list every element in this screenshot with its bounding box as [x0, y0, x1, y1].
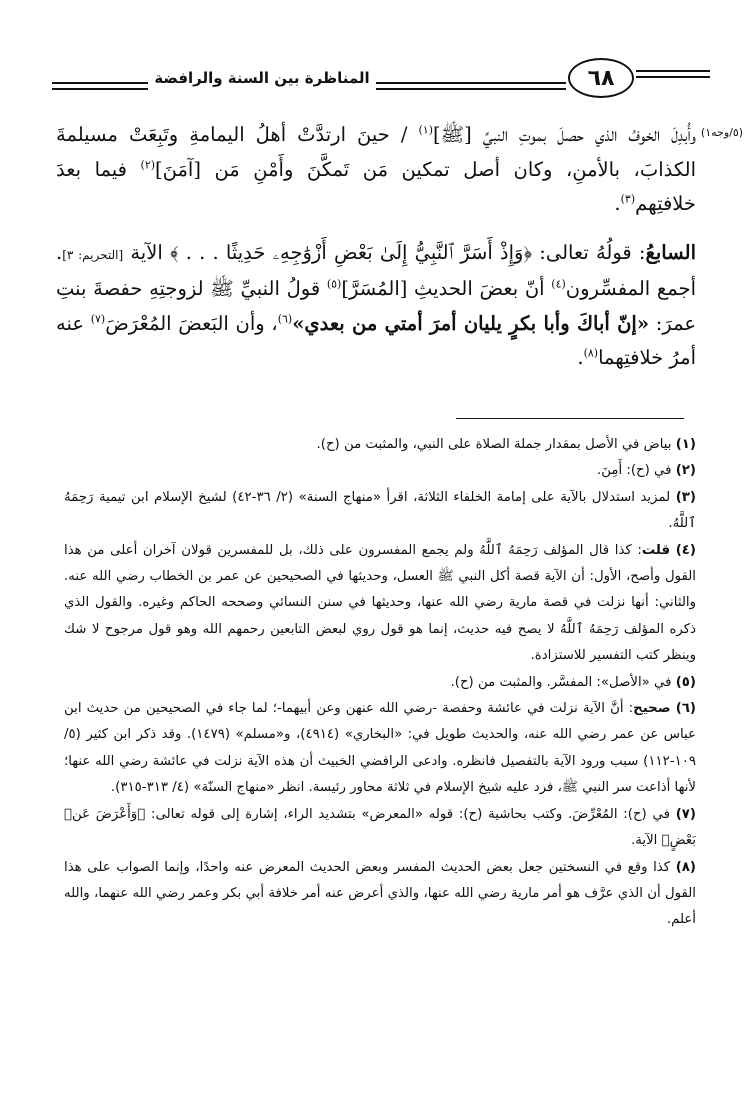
footnote-number: (٨): [675, 859, 696, 875]
footnote-number: (٣): [675, 489, 696, 505]
footnote-text: في (ح): أَمِنَ.: [596, 463, 672, 479]
footnote-text: لمزيد استدلال بالآية على إمامة الخلفاء الثلاثة، اقرأ «منهاج السنة» (٢/ ٣٦-٤٢) لشيخ الإسلام ابن تيمية رَحِمَهُ ٱللَّهُ.: [64, 489, 696, 532]
footnote-ref-7[interactable]: (٧): [90, 312, 106, 325]
text-run: .: [614, 192, 621, 215]
text-run: وأُبدِلَ الخوفُ الذي حصلَ بموتِ النبيِّ [ﷺ]: [432, 123, 696, 146]
main-text: [56, 118, 696, 376]
footnote-number: (٧): [675, 806, 696, 822]
header-rule: [52, 88, 148, 90]
footnote-ref-4[interactable]: (٤): [551, 277, 566, 291]
text-run: : قولُهُ تعالى:: [532, 240, 646, 264]
text-run: عنه أمرُ خلافتِهما: [56, 311, 696, 369]
footnote-7: [64, 802, 696, 855]
footnote-2: [64, 458, 696, 484]
header-rule: [52, 82, 148, 84]
footnote-number: (٦): [675, 701, 696, 717]
footnote-label: قلت: [641, 542, 671, 558]
header-rule: [376, 82, 566, 84]
footnote-text: : كذا قال المؤلف رَحِمَهُ ٱللَّهُ ولم يجمع المفسرون على ذلك، بل للمفسرين قولان آخران أعلى من هذا القول وأصح، الأول: أن الآية قصة أكل النبي ﷺ العسل، وحديثها في الصحيحين عن عمر بن الخطاب رضي الله عنه. والثاني: أنها نزلت في قصة مارية رضي الله عنها، وحديثها في سنن النسائي وصححه الحاكم وغيره. والقول الذي ذكره المؤلف رَحِمَهُ ٱللَّهُ لا يصح فيه حديث، إنما هو قول روي لبعض التابعين رحمهم الله وهو قول مرجوح لا شك وينظر كتب التفسير للاستزادة.: [64, 542, 696, 664]
footnote-text: في (ح): المُعْرِّضَ. وكتب بحاشية (ح): قوله «المعرض» بتشديد الراء، إشارة إلى قوله تعالى: ﴿وَأَعْرَضَ عَنۢ بَعْضٍ﴾ الآية.: [64, 806, 696, 849]
footnote-ref-1[interactable]: (١): [418, 123, 433, 137]
text-run: الآية: [123, 240, 170, 264]
section-label: السابعُ: [645, 240, 697, 264]
footnote-5: [64, 670, 696, 696]
footnote-6: [64, 696, 696, 802]
footnote-1: [64, 432, 696, 458]
footnote-label: صحيح: [633, 701, 671, 717]
text-run: فيما بعدَ خلافتِهم: [56, 157, 696, 215]
page-number: ٦٨: [568, 58, 634, 98]
text-run: / حينَ ارتدَّتْ أهلُ اليمامةِ وتَبِعَتْ مسيلمةَ الكذابَ، بالأمنِ، وكان أصل تمكين مَن تَمكَّنَ وأَمْنِ مَن [آمَنَ]: [56, 123, 696, 181]
text-run: .: [577, 346, 584, 369]
footnote-number: (٥): [675, 674, 696, 690]
footnote-ref-5[interactable]: (٥): [326, 277, 342, 291]
text-run: أنّ بعضَ الحديثِ [المُسَرَّ]: [341, 277, 552, 300]
header-rule: [376, 88, 566, 90]
quran-verse: ﴿وَإِذْ أَسَرَّ ٱلنَّبِيُّ إِلَىٰ بَعْضِ أَزْوَٰجِهِۦ حَدِيثًا . . . ﴾: [169, 240, 533, 264]
verse-reference: [التحريم: ٣]: [62, 247, 124, 262]
footnote-number: (٤): [675, 542, 696, 558]
footnote-4: [64, 538, 696, 670]
footnote-number: (٢): [675, 463, 696, 479]
book-title: المناظرة بين السنة والرافضة: [154, 69, 370, 87]
footnote-number: (١): [675, 437, 696, 452]
manuscript-margin-note: (٥/وجه١): [700, 126, 744, 139]
text-run: قولُ النبيِّ ﷺ لزوجتِهِ حفصةَ بنتِ عمرَ:: [56, 277, 696, 335]
text-run: ، وأن البَعضَ المُعْرَضَ: [105, 311, 278, 335]
text-run: . أجمع المفسِّرون: [56, 240, 696, 300]
footnote-separator: [456, 418, 684, 419]
page-header: [40, 58, 712, 104]
footnote-text: : أنَّ الآية نزلت في عائشة وحفصة -رضي الله عنهن وعن أبيهما-؛ لما جاء في الصحيحين من حديث ابن عباس عن عمر رضي الله عنه، والحديث طويل في: «البخاري» (٤٩١٤)، و«مسلم» (١٤٧٩). وقد ذكر ابن كثير (٥/ ١٠٩-١١٢) سبب ورود الآية بالتفصيل فانظره. وادعى الرافضي الخبيث أن هذه الآية نزلت في عائشة رضي الله عنها؛ لأنها أذاعت سر النبي ﷺ، فرد عليه شيخ الإسلام في ثلاثة محاور رئيسة. انظر «منهاج السنّة» (٤/ ٣١٣-٣١٥).: [64, 701, 696, 796]
footnote-8: [64, 855, 696, 934]
footnote-ref-6[interactable]: (٦): [277, 312, 293, 325]
footnote-text: كذا وقع في النسختين جعل بعض الحديث المفسر وبعض الحديث المعرض عنه واحدًا، وإنما الصواب على هذا القول أن الذي عرَّف هو أمر مارية رضي الله عنها، والذي أعرض عنه أمر خلافة أبي بكر وعمر رضي الله عنهما، والله أعلم.: [64, 859, 696, 928]
header-rule: [636, 70, 710, 72]
footnote-3: [64, 485, 696, 538]
hadith-quote: «إنّ أباكَ وأبا بكرٍ يليان أمرَ أمتي من بعدي»: [292, 311, 650, 335]
header-rule: [636, 76, 710, 78]
footnote-text: في «الأصل»: المفسَّر. والمثبت من (ح).: [450, 674, 672, 690]
footnote-text: بياض في الأصل بمقدار جملة الصلاة على النبي، والمثبت من (ح).: [316, 437, 672, 452]
footnotes: [64, 432, 696, 934]
footnote-ref-3[interactable]: (٣): [620, 192, 636, 206]
footnote-ref-8[interactable]: (٨): [583, 346, 599, 360]
paragraph-2: [56, 236, 696, 376]
paragraph-1: [56, 118, 696, 222]
footnote-ref-2[interactable]: (٢): [140, 158, 156, 171]
